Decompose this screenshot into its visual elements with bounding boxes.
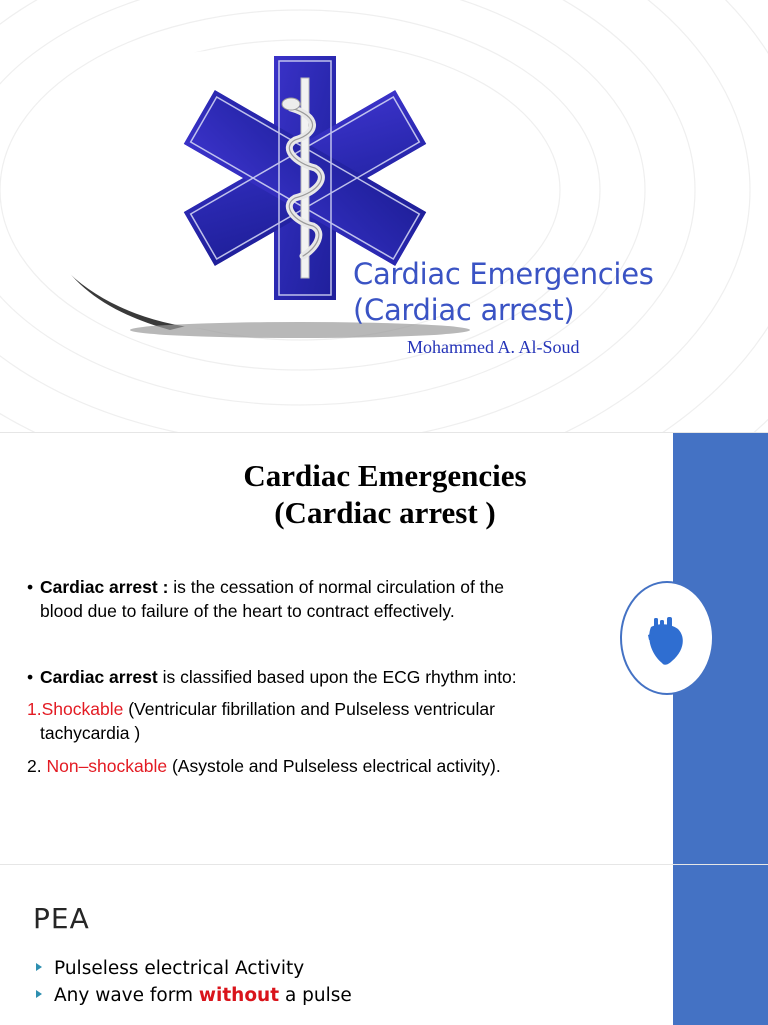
pea-bullet-1-text: Pulseless electrical Activity <box>54 958 305 979</box>
slide-title-line-1: Cardiac Emergencies <box>353 257 654 291</box>
pea-bullet-2 <box>36 985 352 1006</box>
bullet-dot: • <box>27 577 34 597</box>
pea-slide <box>0 864 768 1025</box>
classification-text: is classified based upon the ECG rhythm into: <box>157 667 517 687</box>
pea-bullet-1 <box>36 958 304 979</box>
item1-prefix: 1. <box>27 699 42 719</box>
definition-slide <box>0 432 768 865</box>
triangle-bullet-icon <box>36 990 42 998</box>
item1-label: Shockable <box>41 699 124 719</box>
item2-label: Non–shockable <box>46 756 168 776</box>
list-item-shockable <box>27 697 495 745</box>
slide-title: PEA <box>33 902 90 935</box>
slide-title <box>160 457 610 531</box>
author-name: Mohammed A. Al-Soud <box>407 337 580 357</box>
item2-prefix: 2. <box>27 756 47 776</box>
item1-text-line-1: (Ventricular fibrillation and Pulseless ventricular <box>123 699 495 719</box>
definition-text-line-1: is the cessation of normal circulation of the <box>168 577 504 597</box>
definition-bullet <box>27 575 504 623</box>
slide-title <box>353 256 654 328</box>
heart-icon <box>648 617 684 667</box>
classification-term: Cardiac arrest <box>40 667 158 687</box>
bullet-dot: • <box>27 667 34 687</box>
slide-title-line-1: Cardiac Emergencies <box>243 458 527 493</box>
accent-bar <box>673 865 768 1025</box>
concentric-rings-background <box>0 0 768 432</box>
item2-text: (Asystole and Pulseless electrical activity). <box>167 756 501 776</box>
pea-bullet-2-highlight: without <box>198 985 280 1006</box>
definition-term: Cardiac arrest : <box>40 577 169 597</box>
item1-text-line-2: tachycardia ) <box>40 723 141 743</box>
title-slide <box>0 0 768 432</box>
slide-title-line-2: (Cardiac arrest ) <box>274 495 496 530</box>
triangle-bullet-icon <box>36 963 42 971</box>
classification-bullet <box>27 665 517 689</box>
list-item-non-shockable <box>27 754 501 778</box>
definition-text-line-2: blood due to failure of the heart to contract effectively. <box>40 601 455 621</box>
slide-title-line-2: (Cardiac arrest) <box>353 293 575 327</box>
pea-bullet-2-before: Any wave form <box>54 985 199 1006</box>
pea-bullet-2-after: a pulse <box>279 985 352 1006</box>
